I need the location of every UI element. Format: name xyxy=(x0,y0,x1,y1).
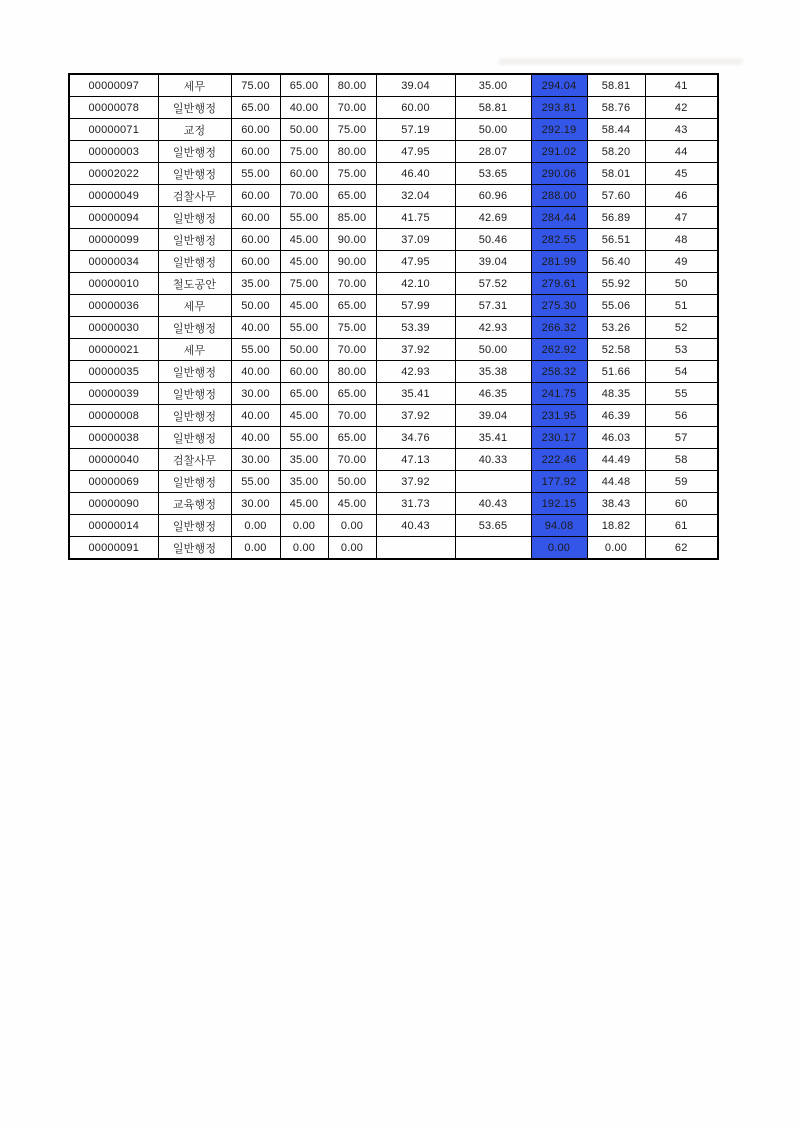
candidate-id-cell: 00000034 xyxy=(69,251,158,273)
score-4-cell: 32.04 xyxy=(376,185,455,207)
score-2-cell: 35.00 xyxy=(280,471,328,493)
total-score-cell: 266.32 xyxy=(531,317,587,339)
candidate-id-cell: 00000038 xyxy=(69,427,158,449)
category-cell: 교정 xyxy=(158,119,231,141)
category-cell: 세무 xyxy=(158,339,231,361)
score-1-cell: 55.00 xyxy=(231,339,280,361)
rank-cell: 51 xyxy=(645,295,718,317)
total-score-cell: 262.92 xyxy=(531,339,587,361)
table-row xyxy=(69,74,718,97)
average-score-cell: 46.39 xyxy=(587,405,645,427)
candidate-id-cell: 00000035 xyxy=(69,361,158,383)
score-3-cell: 70.00 xyxy=(328,449,376,471)
total-score-cell: 294.04 xyxy=(531,74,587,97)
category-cell: 일반행정 xyxy=(158,537,231,560)
rank-cell: 57 xyxy=(645,427,718,449)
score-5-cell: 50.46 xyxy=(455,229,531,251)
total-score-cell: 241.75 xyxy=(531,383,587,405)
table-row xyxy=(69,273,718,295)
total-score-cell: 284.44 xyxy=(531,207,587,229)
score-5-cell: 57.52 xyxy=(455,273,531,295)
table-row xyxy=(69,361,718,383)
score-2-cell: 65.00 xyxy=(280,383,328,405)
average-score-cell: 58.20 xyxy=(587,141,645,163)
total-score-cell: 288.00 xyxy=(531,185,587,207)
score-5-cell: 39.04 xyxy=(455,405,531,427)
rank-cell: 52 xyxy=(645,317,718,339)
score-3-cell: 70.00 xyxy=(328,405,376,427)
total-score-cell: 281.99 xyxy=(531,251,587,273)
rank-cell: 44 xyxy=(645,141,718,163)
table-row xyxy=(69,471,718,493)
score-3-cell: 45.00 xyxy=(328,493,376,515)
average-score-cell: 57.60 xyxy=(587,185,645,207)
candidate-id-cell: 00000090 xyxy=(69,493,158,515)
category-cell: 세무 xyxy=(158,74,231,97)
score-2-cell: 55.00 xyxy=(280,427,328,449)
score-1-cell: 65.00 xyxy=(231,97,280,119)
score-3-cell: 75.00 xyxy=(328,317,376,339)
total-score-cell: 177.92 xyxy=(531,471,587,493)
score-5-cell: 58.81 xyxy=(455,97,531,119)
category-cell: 일반행정 xyxy=(158,97,231,119)
rank-cell: 58 xyxy=(645,449,718,471)
average-score-cell: 55.06 xyxy=(587,295,645,317)
candidate-id-cell: 00000039 xyxy=(69,383,158,405)
score-1-cell: 50.00 xyxy=(231,295,280,317)
category-cell: 검찰사무 xyxy=(158,449,231,471)
score-4-cell: 42.10 xyxy=(376,273,455,295)
score-3-cell: 80.00 xyxy=(328,141,376,163)
table-row xyxy=(69,163,718,185)
category-cell: 일반행정 xyxy=(158,251,231,273)
average-score-cell: 56.51 xyxy=(587,229,645,251)
category-cell: 세무 xyxy=(158,295,231,317)
score-2-cell: 55.00 xyxy=(280,317,328,339)
category-cell: 철도공안 xyxy=(158,273,231,295)
score-2-cell: 0.00 xyxy=(280,537,328,560)
score-2-cell: 45.00 xyxy=(280,229,328,251)
candidate-id-cell: 00000097 xyxy=(69,74,158,97)
candidate-id-cell: 00000094 xyxy=(69,207,158,229)
score-5-cell: 50.00 xyxy=(455,339,531,361)
score-4-cell: 53.39 xyxy=(376,317,455,339)
rank-cell: 54 xyxy=(645,361,718,383)
score-4-cell: 60.00 xyxy=(376,97,455,119)
score-4-cell: 57.99 xyxy=(376,295,455,317)
rank-cell: 53 xyxy=(645,339,718,361)
score-2-cell: 75.00 xyxy=(280,141,328,163)
average-score-cell: 46.03 xyxy=(587,427,645,449)
table-row xyxy=(69,295,718,317)
candidate-id-cell: 00000014 xyxy=(69,515,158,537)
score-5-cell: 42.93 xyxy=(455,317,531,339)
category-cell: 일반행정 xyxy=(158,229,231,251)
candidate-id-cell: 00000036 xyxy=(69,295,158,317)
category-cell: 일반행정 xyxy=(158,405,231,427)
candidate-id-cell: 00000021 xyxy=(69,339,158,361)
total-score-cell: 293.81 xyxy=(531,97,587,119)
category-cell: 일반행정 xyxy=(158,383,231,405)
average-score-cell: 56.40 xyxy=(587,251,645,273)
average-score-cell: 51.66 xyxy=(587,361,645,383)
total-score-cell: 222.46 xyxy=(531,449,587,471)
score-2-cell: 60.00 xyxy=(280,361,328,383)
score-3-cell: 90.00 xyxy=(328,251,376,273)
average-score-cell: 44.49 xyxy=(587,449,645,471)
average-score-cell: 18.82 xyxy=(587,515,645,537)
average-score-cell: 53.26 xyxy=(587,317,645,339)
table-row xyxy=(69,339,718,361)
score-2-cell: 45.00 xyxy=(280,251,328,273)
score-2-cell: 45.00 xyxy=(280,295,328,317)
score-1-cell: 30.00 xyxy=(231,449,280,471)
score-1-cell: 40.00 xyxy=(231,317,280,339)
candidate-id-cell: 00000008 xyxy=(69,405,158,427)
score-4-cell: 47.95 xyxy=(376,141,455,163)
score-5-cell: 42.69 xyxy=(455,207,531,229)
candidate-id-cell: 00000049 xyxy=(69,185,158,207)
average-score-cell: 0.00 xyxy=(587,537,645,560)
score-2-cell: 65.00 xyxy=(280,74,328,97)
score-1-cell: 60.00 xyxy=(231,251,280,273)
score-1-cell: 30.00 xyxy=(231,383,280,405)
candidate-id-cell: 00000071 xyxy=(69,119,158,141)
rank-cell: 56 xyxy=(645,405,718,427)
table-row xyxy=(69,515,718,537)
score-1-cell: 0.00 xyxy=(231,537,280,560)
score-2-cell: 40.00 xyxy=(280,97,328,119)
score-3-cell: 70.00 xyxy=(328,97,376,119)
category-cell: 일반행정 xyxy=(158,163,231,185)
rank-cell: 55 xyxy=(645,383,718,405)
total-score-cell: 258.32 xyxy=(531,361,587,383)
average-score-cell: 38.43 xyxy=(587,493,645,515)
score-2-cell: 35.00 xyxy=(280,449,328,471)
scan-artifact xyxy=(498,58,743,65)
average-score-cell: 48.35 xyxy=(587,383,645,405)
score-2-cell: 0.00 xyxy=(280,515,328,537)
score-3-cell: 0.00 xyxy=(328,515,376,537)
score-1-cell: 60.00 xyxy=(231,207,280,229)
score-4-cell: 41.75 xyxy=(376,207,455,229)
score-3-cell: 80.00 xyxy=(328,74,376,97)
rank-cell: 49 xyxy=(645,251,718,273)
score-3-cell: 80.00 xyxy=(328,361,376,383)
score-4-cell: 42.93 xyxy=(376,361,455,383)
score-3-cell: 65.00 xyxy=(328,185,376,207)
average-score-cell: 58.44 xyxy=(587,119,645,141)
table-row xyxy=(69,405,718,427)
category-cell: 교육행정 xyxy=(158,493,231,515)
category-cell: 일반행정 xyxy=(158,207,231,229)
table-row xyxy=(69,141,718,163)
table-row xyxy=(69,251,718,273)
score-1-cell: 40.00 xyxy=(231,427,280,449)
total-score-cell: 0.00 xyxy=(531,537,587,560)
rank-cell: 48 xyxy=(645,229,718,251)
category-cell: 일반행정 xyxy=(158,427,231,449)
score-3-cell: 65.00 xyxy=(328,295,376,317)
total-score-cell: 231.95 xyxy=(531,405,587,427)
total-score-cell: 292.19 xyxy=(531,119,587,141)
score-5-cell: 39.04 xyxy=(455,251,531,273)
score-4-cell: 34.76 xyxy=(376,427,455,449)
candidate-id-cell: 00000040 xyxy=(69,449,158,471)
total-score-cell: 290.06 xyxy=(531,163,587,185)
score-1-cell: 0.00 xyxy=(231,515,280,537)
score-4-cell: 46.40 xyxy=(376,163,455,185)
table-row xyxy=(69,119,718,141)
score-2-cell: 45.00 xyxy=(280,405,328,427)
score-5-cell: 50.00 xyxy=(455,119,531,141)
candidate-id-cell: 00002022 xyxy=(69,163,158,185)
score-3-cell: 90.00 xyxy=(328,229,376,251)
score-4-cell: 37.92 xyxy=(376,471,455,493)
score-5-cell: 35.00 xyxy=(455,74,531,97)
score-3-cell: 75.00 xyxy=(328,163,376,185)
score-3-cell: 85.00 xyxy=(328,207,376,229)
score-5-cell: 57.31 xyxy=(455,295,531,317)
total-score-cell: 279.61 xyxy=(531,273,587,295)
score-4-cell: 47.13 xyxy=(376,449,455,471)
table-row xyxy=(69,449,718,471)
candidate-id-cell: 00000030 xyxy=(69,317,158,339)
table-row xyxy=(69,229,718,251)
score-1-cell: 55.00 xyxy=(231,471,280,493)
score-table-body xyxy=(69,74,718,559)
candidate-id-cell: 00000010 xyxy=(69,273,158,295)
score-4-cell: 47.95 xyxy=(376,251,455,273)
total-score-cell: 275.30 xyxy=(531,295,587,317)
rank-cell: 59 xyxy=(645,471,718,493)
rank-cell: 60 xyxy=(645,493,718,515)
rank-cell: 45 xyxy=(645,163,718,185)
score-3-cell: 50.00 xyxy=(328,471,376,493)
score-4-cell: 40.43 xyxy=(376,515,455,537)
average-score-cell: 58.76 xyxy=(587,97,645,119)
category-cell: 일반행정 xyxy=(158,141,231,163)
score-4-cell: 35.41 xyxy=(376,383,455,405)
table-row xyxy=(69,427,718,449)
score-2-cell: 50.00 xyxy=(280,339,328,361)
total-score-cell: 291.02 xyxy=(531,141,587,163)
rank-cell: 62 xyxy=(645,537,718,560)
score-1-cell: 75.00 xyxy=(231,74,280,97)
score-2-cell: 70.00 xyxy=(280,185,328,207)
total-score-cell: 282.55 xyxy=(531,229,587,251)
rank-cell: 50 xyxy=(645,273,718,295)
score-1-cell: 30.00 xyxy=(231,493,280,515)
table-row xyxy=(69,493,718,515)
score-4-cell xyxy=(376,537,455,560)
rank-cell: 41 xyxy=(645,74,718,97)
score-3-cell: 70.00 xyxy=(328,273,376,295)
score-1-cell: 55.00 xyxy=(231,163,280,185)
table-row xyxy=(69,317,718,339)
score-5-cell: 35.41 xyxy=(455,427,531,449)
average-score-cell: 58.01 xyxy=(587,163,645,185)
category-cell: 일반행정 xyxy=(158,471,231,493)
score-3-cell: 75.00 xyxy=(328,119,376,141)
rank-cell: 43 xyxy=(645,119,718,141)
score-1-cell: 35.00 xyxy=(231,273,280,295)
rank-cell: 42 xyxy=(645,97,718,119)
average-score-cell: 56.89 xyxy=(587,207,645,229)
score-4-cell: 37.92 xyxy=(376,405,455,427)
score-5-cell: 40.33 xyxy=(455,449,531,471)
score-5-cell: 35.38 xyxy=(455,361,531,383)
score-1-cell: 40.00 xyxy=(231,361,280,383)
table-row xyxy=(69,207,718,229)
score-5-cell xyxy=(455,537,531,560)
average-score-cell: 44.48 xyxy=(587,471,645,493)
category-cell: 일반행정 xyxy=(158,361,231,383)
score-table xyxy=(68,73,719,560)
score-4-cell: 37.92 xyxy=(376,339,455,361)
score-1-cell: 40.00 xyxy=(231,405,280,427)
table-row xyxy=(69,97,718,119)
candidate-id-cell: 00000091 xyxy=(69,537,158,560)
average-score-cell: 58.81 xyxy=(587,74,645,97)
score-3-cell: 0.00 xyxy=(328,537,376,560)
rank-cell: 47 xyxy=(645,207,718,229)
table-row xyxy=(69,383,718,405)
average-score-cell: 52.58 xyxy=(587,339,645,361)
score-2-cell: 60.00 xyxy=(280,163,328,185)
total-score-cell: 230.17 xyxy=(531,427,587,449)
score-5-cell xyxy=(455,471,531,493)
table-row xyxy=(69,537,718,560)
total-score-cell: 94.08 xyxy=(531,515,587,537)
category-cell: 검찰사무 xyxy=(158,185,231,207)
score-4-cell: 57.19 xyxy=(376,119,455,141)
score-3-cell: 70.00 xyxy=(328,339,376,361)
score-5-cell: 40.43 xyxy=(455,493,531,515)
score-2-cell: 55.00 xyxy=(280,207,328,229)
total-score-cell: 192.15 xyxy=(531,493,587,515)
score-5-cell: 53.65 xyxy=(455,163,531,185)
score-3-cell: 65.00 xyxy=(328,383,376,405)
score-1-cell: 60.00 xyxy=(231,141,280,163)
category-cell: 일반행정 xyxy=(158,317,231,339)
score-1-cell: 60.00 xyxy=(231,229,280,251)
score-5-cell: 46.35 xyxy=(455,383,531,405)
score-4-cell: 31.73 xyxy=(376,493,455,515)
score-2-cell: 75.00 xyxy=(280,273,328,295)
rank-cell: 46 xyxy=(645,185,718,207)
score-5-cell: 60.96 xyxy=(455,185,531,207)
score-1-cell: 60.00 xyxy=(231,185,280,207)
score-5-cell: 28.07 xyxy=(455,141,531,163)
score-3-cell: 65.00 xyxy=(328,427,376,449)
candidate-id-cell: 00000003 xyxy=(69,141,158,163)
score-1-cell: 60.00 xyxy=(231,119,280,141)
table-row xyxy=(69,185,718,207)
score-2-cell: 45.00 xyxy=(280,493,328,515)
score-4-cell: 39.04 xyxy=(376,74,455,97)
category-cell: 일반행정 xyxy=(158,515,231,537)
score-2-cell: 50.00 xyxy=(280,119,328,141)
rank-cell: 61 xyxy=(645,515,718,537)
score-4-cell: 37.09 xyxy=(376,229,455,251)
score-5-cell: 53.65 xyxy=(455,515,531,537)
candidate-id-cell: 00000099 xyxy=(69,229,158,251)
candidate-id-cell: 00000078 xyxy=(69,97,158,119)
average-score-cell: 55.92 xyxy=(587,273,645,295)
candidate-id-cell: 00000069 xyxy=(69,471,158,493)
